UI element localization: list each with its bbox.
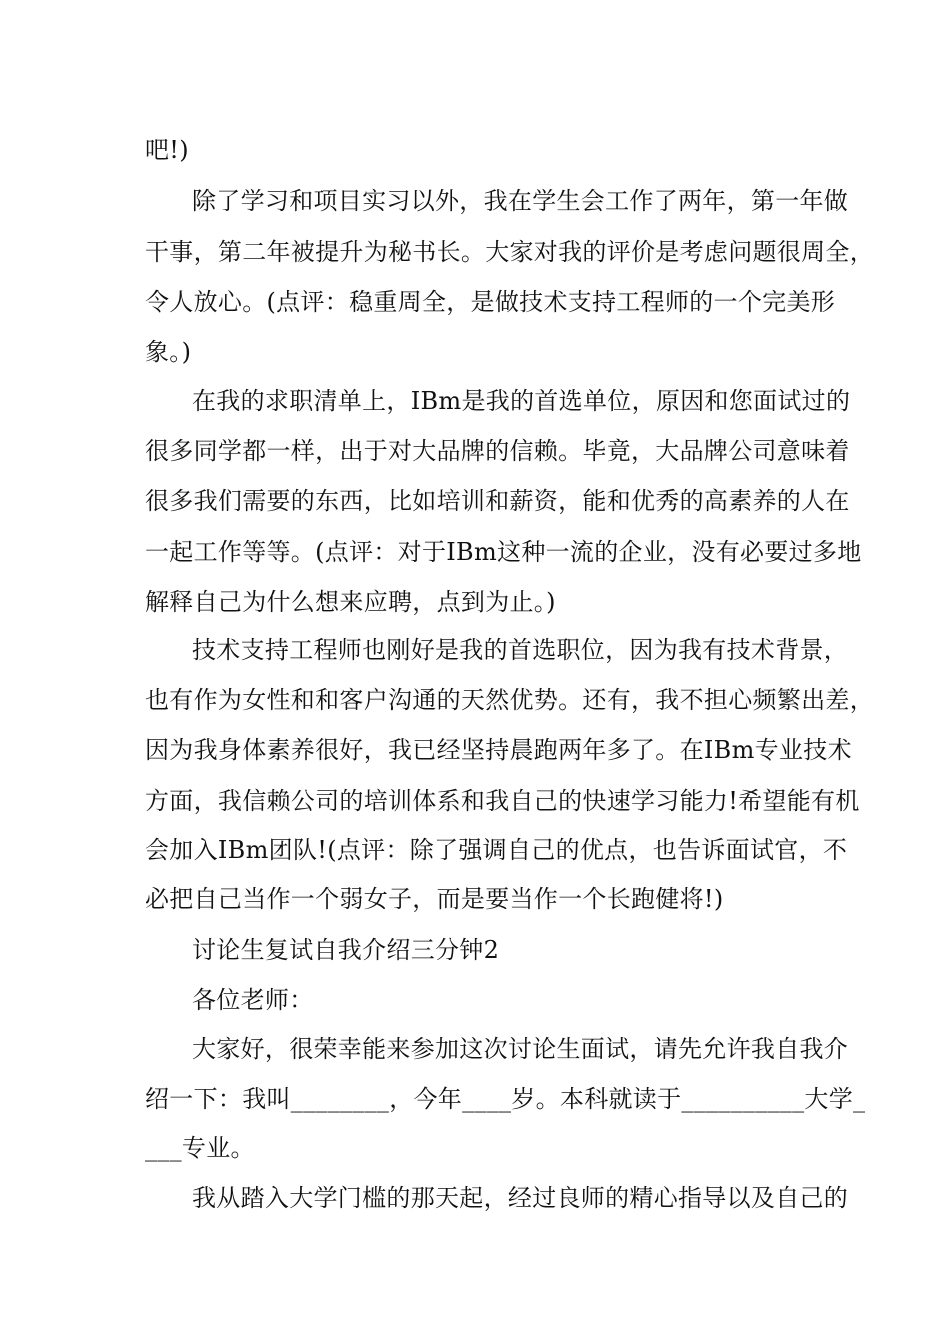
paragraph-start: 除了学习和项目实习以外，我在学生会工作了两年，第一年做	[192, 187, 849, 215]
text-line: ___专业。	[145, 1134, 255, 1162]
text-line: 会加入IBm团队!(点评：除了强调自己的优点，也告诉面试官，不	[145, 836, 848, 864]
text-line: 象。)	[145, 338, 192, 366]
paragraph-start: 我从踏入大学门槛的那天起，经过良师的精心指导以及自己的	[192, 1184, 849, 1212]
text-line: 很多我们需要的东西，比如培训和薪资，能和优秀的高素养的人在	[145, 487, 850, 515]
text-line: 令人放心。(点评：稳重周全，是做技术支持工程师的一个完美形	[145, 288, 836, 316]
text-line: 绍一下：我叫________，今年____岁。本科就读于__________大学_	[145, 1085, 866, 1113]
text-line: 也有作为女性和和客户沟通的天然优势。还有，我不担心频繁出差，	[145, 686, 874, 714]
salutation: 各位老师：	[192, 986, 314, 1014]
text-line: 因为我身体素养很好，我已经坚持晨跑两年多了。在IBm专业技术	[145, 736, 852, 764]
text-line: 干事，第二年被提升为秘书长。大家对我的评价是考虑问题很周全，	[145, 238, 874, 266]
paragraph-start: 大家好，很荣幸能来参加这次讨论生面试，请先允许我自我介	[192, 1035, 849, 1063]
text-line: 解释自己为什么想来应聘，点到为止。)	[145, 588, 556, 616]
text-line: 方面，我信赖公司的培训体系和我自己的快速学习能力!希望能有机	[145, 787, 860, 815]
paragraph-start: 在我的求职清单上，IBm是我的首选单位，原因和您面试过的	[192, 387, 851, 415]
text-line: 吧!)	[145, 136, 189, 164]
section-heading: 讨论生复试自我介绍三分钟2	[192, 936, 500, 964]
text-line: 必把自己当作一个弱女子，而是要当作一个长跑健将!)	[145, 885, 724, 913]
paragraph-start: 技术支持工程师也刚好是我的首选职位，因为我有技术背景，	[192, 636, 849, 664]
text-line: 一起工作等等。(点评：对于IBm这种一流的企业，没有必要过多地	[145, 538, 862, 566]
text-line: 很多同学都一样，出于对大品牌的信赖。毕竟，大品牌公司意味着	[145, 437, 850, 465]
